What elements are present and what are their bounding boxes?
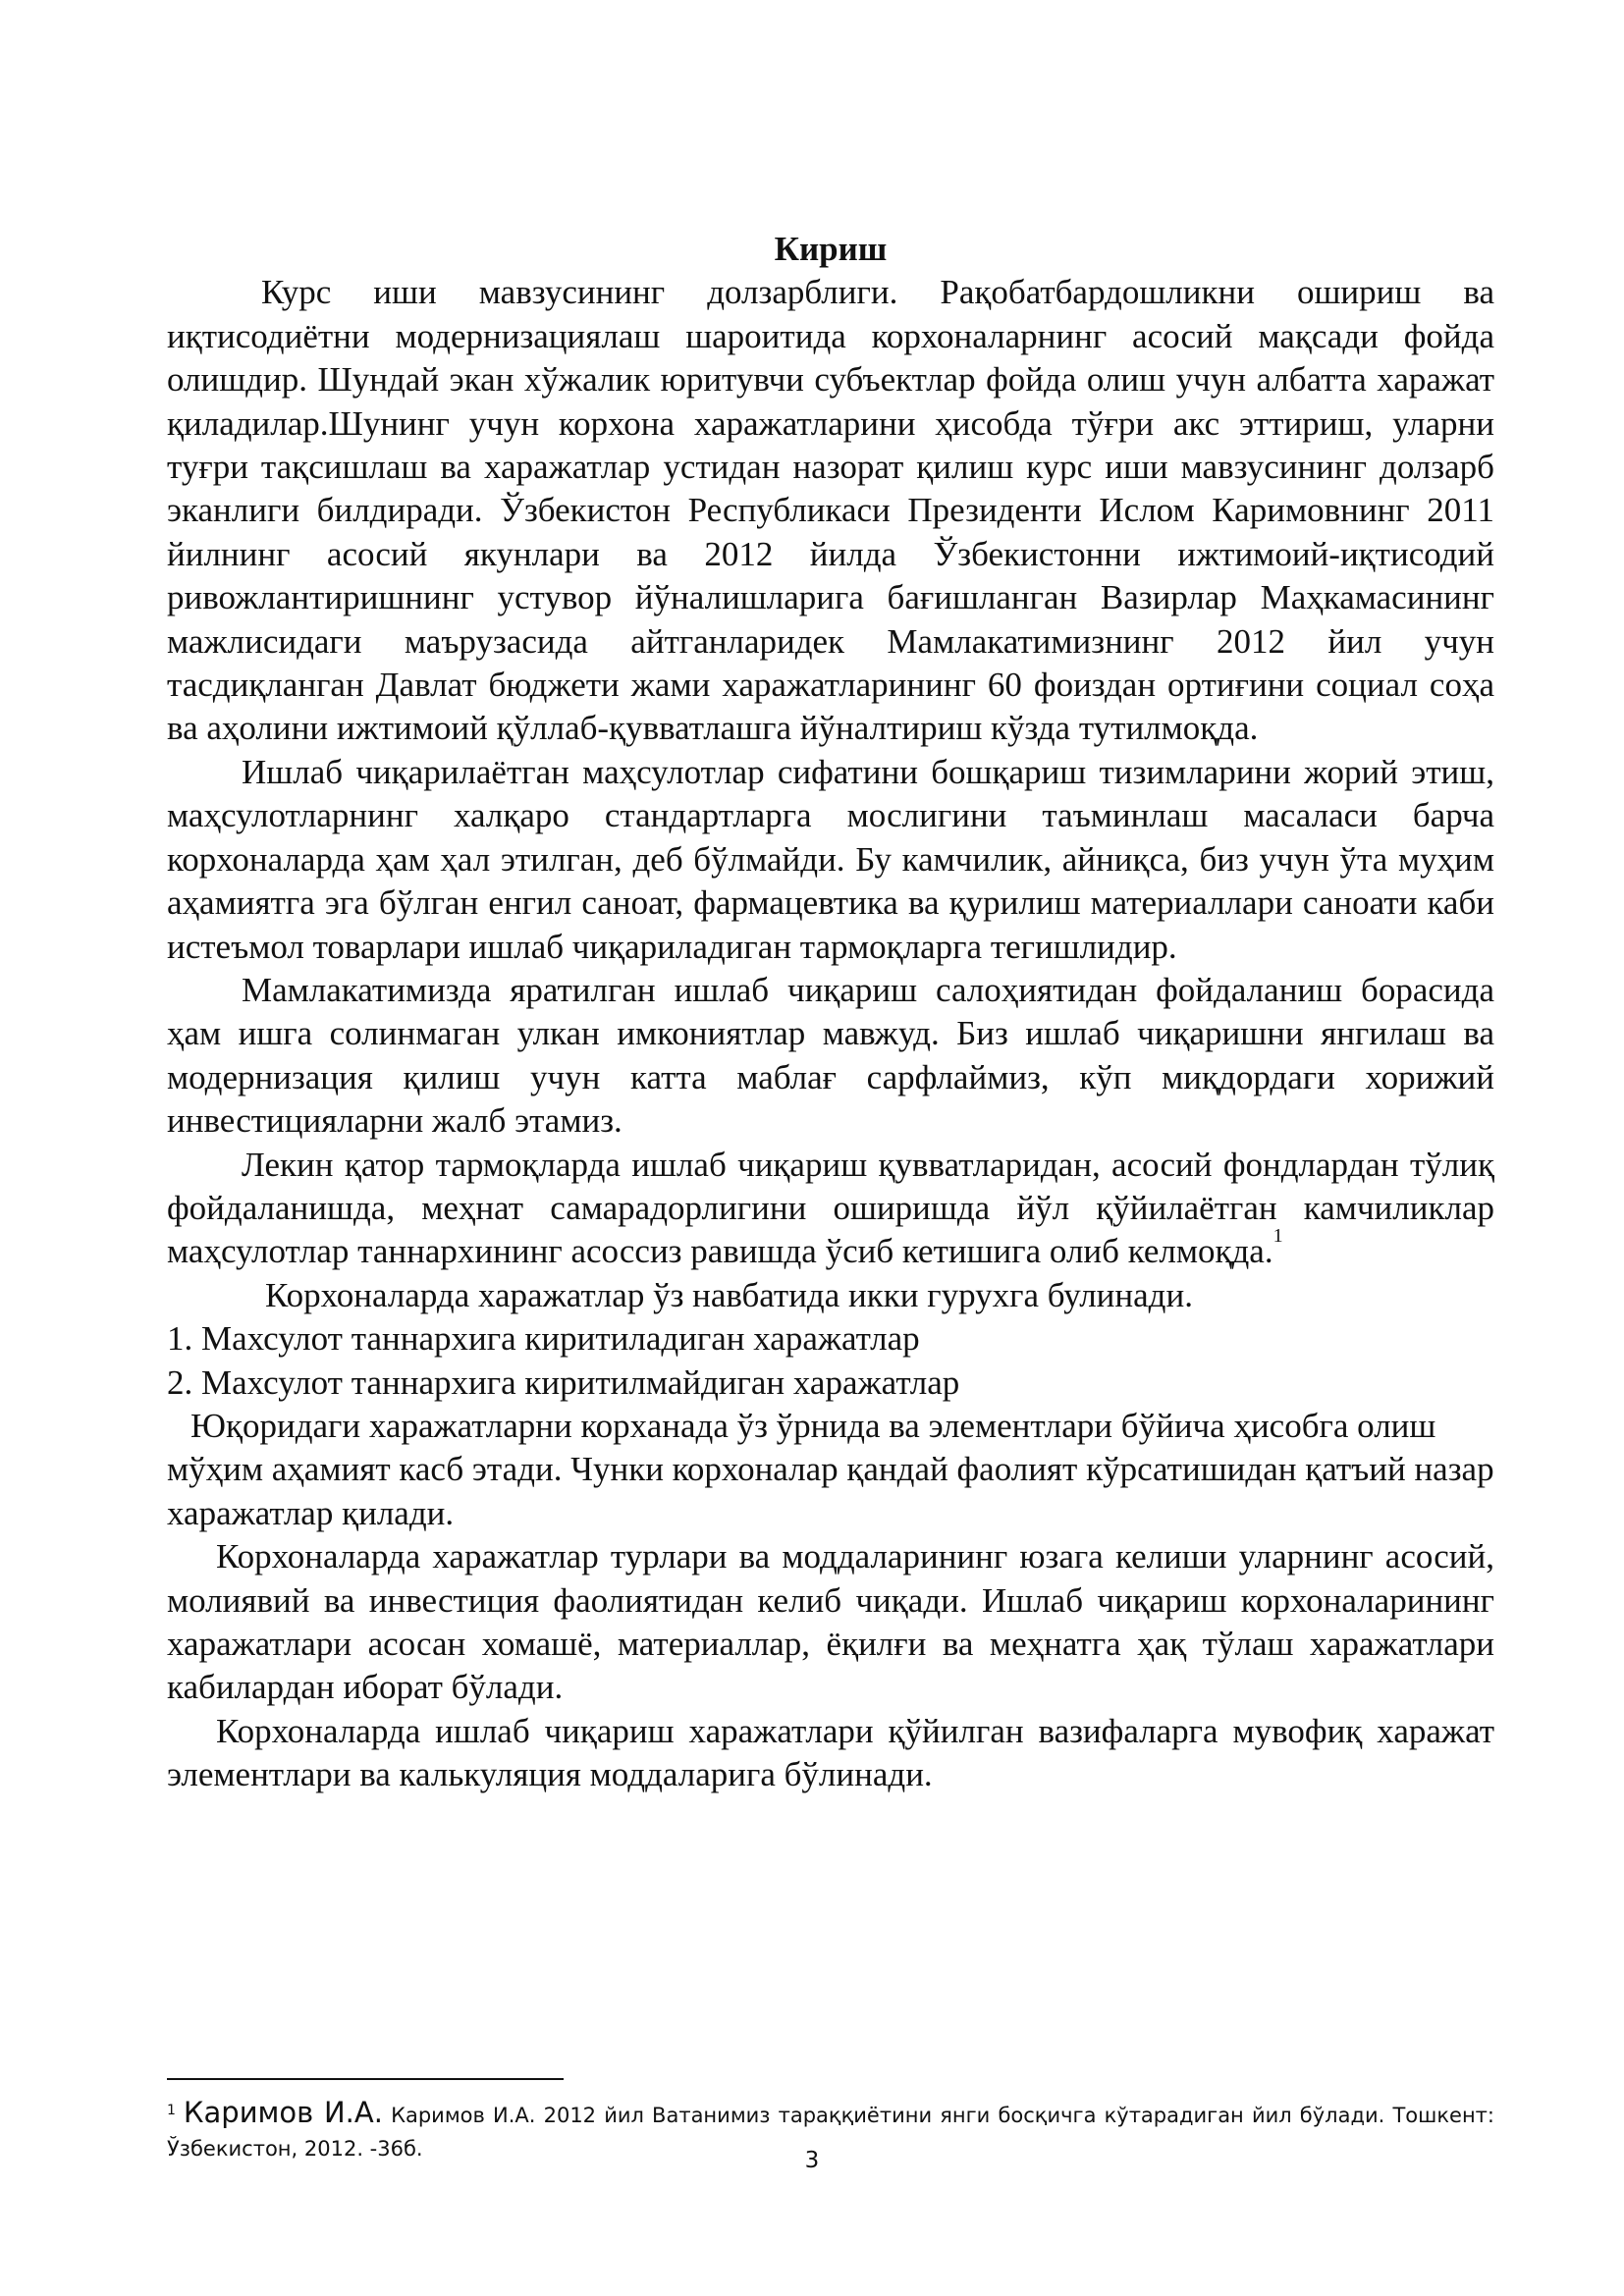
paragraph-shortcomings <box>167 1144 1494 1274</box>
footnote-mark: 1 <box>167 2103 176 2118</box>
list-item: 1. Махсулот таннархига киритиладиган харажатлар <box>167 1319 920 1359</box>
footnote-author: Каримов И.А. <box>183 2096 383 2129</box>
paragraph-groups: Корхоналарда харажатлар ўз навбатида икки гурухга булинади. <box>265 1275 1193 1314</box>
footnote-text: Каримов И.А. 2012 йил Ватанимиз тараққиётини янги босқичга кўтарадиган йил бўлади. Тошкент: Ўзбекистон, 2012. -36б. <box>167 2104 1494 2161</box>
main-text <box>167 228 1494 1797</box>
paragraph-types: Корхоналарда харажатлар турлари ва моддаларининг юзага келиши уларнинг асосий, молиявий ва инвестиция фаолиятидан келиб чиқади. Ишлаб чиқариш корхоналарининг харажатлари асосан хомашё, материаллар, ёқилғи ва меҳнатга ҳақ тўлаш харажатлари кабилардан иборат бўлади. <box>167 1537 1494 1707</box>
paragraph-classification: Корхоналарда ишлаб чиқариш харажатлари қўйилган вазифаларга мувофиқ харажат элементлари ва калькуляция моддаларига бўлинади. <box>167 1711 1494 1794</box>
paragraph-potential: Мамлакатимизда яратилган ишлаб чиқариш салоҳиятидан фойдаланиш борасида ҳам ишга солинмаган улкан имкониятлар мавжуд. Биз ишлаб чиқаришни янгилаш ва модернизация қилиш учун катта маблағ сарфлаймиз, кўп миқдордаги хорижий инвестицияларни жалб этамиз. <box>167 970 1494 1141</box>
paragraph-shortcomings-text: Лекин қатор тармоқларда ишлаб чиқариш қувватларидан, асосий фондлардан тўлиқ фойдаланишда, меҳнат самарадорлигини оширишда йўл қўйилаётган камчиликлар маҳсулотлар таннархининг асоссиз равишда ўсиб кетишига олиб келмоқда. <box>167 1145 1494 1271</box>
paragraph-relevance: Курс иши мавзусининг долзарблиги. Рақобатбардошликни ошириш ва иқтисодиётни модернизациялаш шароитида корхоналарнинг асосий мақсади фойда олишдир. Шундай экан хўжалик юритувчи субъектлар фойда олиш учун албатта харажат қиладилар.Шунинг учун корхона харажатларини ҳисобда тўғри акс эттириш, уларни туғри тақсишлаш ва харажатлар устидан назорат қилиш курс иши мавзусининг долзарб эканлиги билдиради. Ўзбекистон Республикаси Президенти Ислом Каримовнинг 2011 йилнинг асосий якунлари ва 2012 йилда Ўзбекистонни ижтимоий-иқтисодий ривожлантиришнинг устувор йўналишларига бағишланган Вазирлар Маҳкамасининг мажлисидаги маърузасида айтганларидек Мамлакатимизнинг 2012 йил учун тасдиқланган Давлат бюджети жами харажатларининг 60 фоиздан ортиғини социал соҳа ва аҳолини ижтимоий қўллаб-қувватлашга йўналтириш кўзда тутилмоқда. <box>167 273 1494 748</box>
list-item: 2. Махсулот таннархига киритилмайдиган харажатлар <box>167 1362 960 1402</box>
footnote-divider <box>167 2078 564 2080</box>
paragraph-quality: Ишлаб чиқарилаётган маҳсулотлар сифатини бошқариш тизимларини жорий этиш, маҳсулотларнинг халқаро стандартларга мослигини таъминлаш масаласи барча корхоналарда ҳам ҳал этилган, деб бўлмайди. Бу камчилик, айниқса, биз учун ўта муҳим аҳамиятга эга бўлган енгил саноат, фармацевтика ва қурилиш материаллари саноати каби истеъмол товарлари ишлаб чиқариладиган тармоқларга тегишлидир. <box>167 752 1494 966</box>
paragraph-accounting: Юқоридаги харажатларни корханада ўз ўрнида ва элементлари бўйича ҳисобга олиш мўҳим аҳамият касб этади. Чунки корхоналар қандай фаолият кўрсатишидан қатъий назар харажатлар қилади. <box>167 1406 1494 1532</box>
page-number: 3 <box>804 2148 820 2173</box>
footnote-reference[interactable]: 1 <box>1272 1225 1283 1248</box>
page-title: Кириш <box>774 230 888 268</box>
